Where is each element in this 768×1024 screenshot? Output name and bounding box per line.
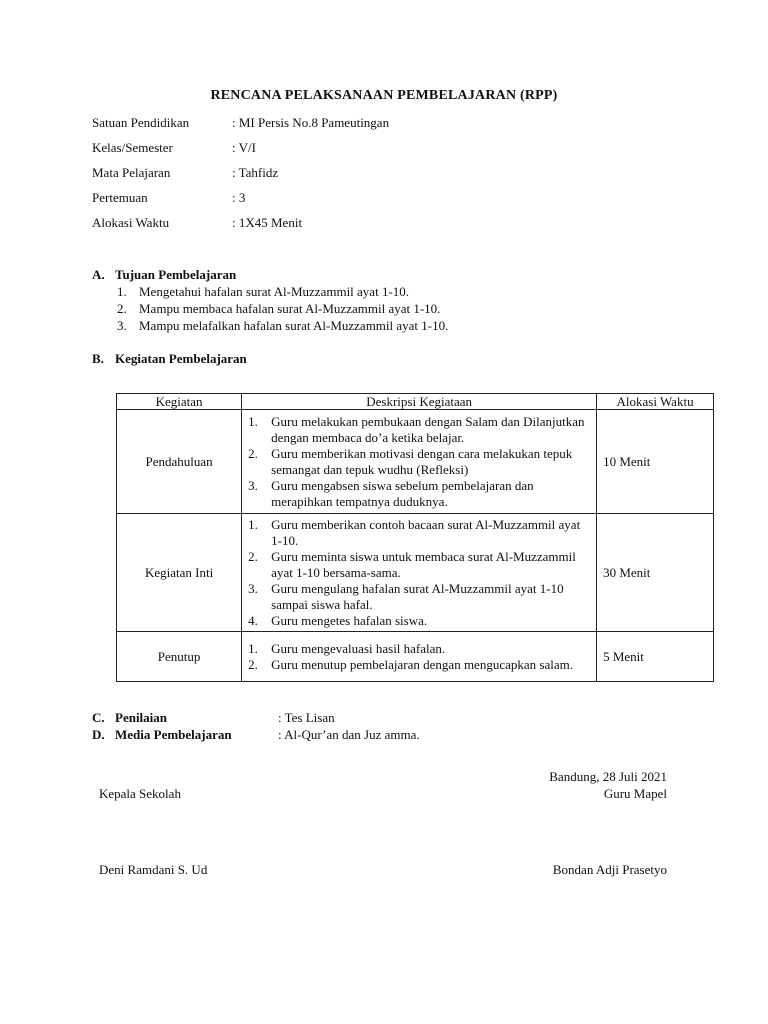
list-text: Guru meminta siswa untuk membaca surat Al-Muzzammil ayat 1-10 bersama-sama. <box>271 548 576 580</box>
table-row-pendahuluan <box>117 410 714 514</box>
left-signatory-name: Deni Ramdani S. Ud <box>99 862 208 877</box>
list-number: 1. <box>248 413 258 429</box>
cell-alokasi: 30 Menit <box>597 514 714 632</box>
section-label: Media Pembelajaran <box>115 727 232 742</box>
info-label: Mata Pelajaran <box>92 165 171 180</box>
info-value: : 1X45 Menit <box>232 215 303 230</box>
list-item <box>248 613 588 629</box>
right-signatory-role: Guru Mapel <box>603 786 667 801</box>
list-text: Mampu membaca hafalan surat Al-Muzzammil ayat 1-10. <box>139 301 441 316</box>
list-number: 2. <box>248 656 258 672</box>
info-label: Satuan Pendidikan <box>92 115 190 130</box>
cell-deskripsi <box>242 514 597 632</box>
column-header-kegiatan: Kegiatan <box>117 394 242 410</box>
info-label: Pertemuan <box>92 190 148 205</box>
table-row-kegiatan-inti <box>117 514 714 632</box>
info-value: : Tahfidz <box>232 165 279 180</box>
section-letter: D. <box>92 727 105 742</box>
list-number: 3. <box>117 318 127 333</box>
list-item <box>117 284 448 301</box>
info-value: : MI Persis No.8 Pameutingan <box>232 115 390 130</box>
cell-kegiatan: Penutup <box>117 632 242 682</box>
list-number: 1. <box>117 284 127 299</box>
list-number: 2. <box>248 445 258 461</box>
place-date: Bandung, 28 Juli 2021 <box>549 769 667 784</box>
info-label: Kelas/Semester <box>92 140 173 155</box>
section-d-value: : Al-Qur’an dan Juz amma. <box>278 727 420 742</box>
section-title: Kegiatan Pembelajaran <box>115 351 247 366</box>
list-text: Mampu melafalkan hafalan surat Al-Muzzammil ayat 1-10. <box>139 318 449 333</box>
list-number: 1. <box>248 640 258 656</box>
list-text: Guru melakukan pembukaan dengan Salam dan Dilanjutkan dengan membaca do’a ketika belajar. <box>271 413 585 445</box>
list-text: Guru menutup pembelajaran dengan mengucapkan salam. <box>271 656 573 672</box>
list-text: Guru memberikan motivasi dengan cara melakukan tepuk semangat dan tepuk wudhu (Refleksi) <box>271 445 573 477</box>
list-number: 3. <box>248 580 258 596</box>
list-item <box>248 414 588 446</box>
left-signatory-role: Kepala Sekolah <box>99 786 181 801</box>
info-label: Alokasi Waktu <box>92 215 170 230</box>
section-d-media <box>92 727 232 743</box>
cell-alokasi: 5 Menit <box>597 632 714 682</box>
list-number: 2. <box>248 548 258 564</box>
step-list <box>248 517 588 629</box>
table-row-penutup <box>117 632 714 682</box>
section-c-penilaian <box>92 710 167 726</box>
cell-kegiatan: Kegiatan Inti <box>117 514 242 632</box>
section-b-heading <box>92 351 247 367</box>
info-value: : V/I <box>232 140 256 155</box>
cell-kegiatan: Pendahuluan <box>117 410 242 514</box>
list-text: Guru mengulang hafalan surat Al-Muzzammil ayat 1-10 sampai siswa hafal. <box>271 580 564 612</box>
objective-list <box>117 284 448 335</box>
list-number: 4. <box>248 612 258 628</box>
list-item <box>117 301 448 318</box>
section-c-value: : Tes Lisan <box>278 710 335 725</box>
list-text: Guru mengevaluasi hasil hafalan. <box>271 640 446 656</box>
list-text: Guru mengabsen siswa sebelum pembelajaran dan merapihkan tempatnya duduknya. <box>271 477 534 509</box>
column-header-deskripsi: Deskripsi Kegiataan <box>242 394 597 410</box>
column-header-alokasi: Alokasi Waktu <box>597 394 714 410</box>
section-letter: A. <box>92 267 105 282</box>
cell-deskripsi <box>242 410 597 514</box>
document-title: RENCANA PELAKSANAAN PEMBELAJARAN (RPP) <box>210 88 558 103</box>
list-number: 1. <box>248 516 258 532</box>
list-item <box>248 657 588 673</box>
list-item <box>117 318 448 335</box>
section-letter: B. <box>92 351 104 366</box>
section-title: Tujuan Pembelajaran <box>115 267 237 282</box>
list-item <box>248 641 588 657</box>
cell-deskripsi <box>242 632 597 682</box>
section-label: Penilaian <box>115 710 168 725</box>
info-value: : 3 <box>232 190 246 205</box>
list-number: 3. <box>248 477 258 493</box>
section-letter: C. <box>92 710 105 725</box>
activity-table <box>116 393 714 682</box>
list-number: 2. <box>117 301 127 316</box>
table-header-row <box>117 394 714 410</box>
list-text: Mengetahui hafalan surat Al-Muzzammil ayat 1-10. <box>139 284 410 299</box>
list-item <box>248 478 588 510</box>
list-text: Guru memberikan contoh bacaan surat Al-Muzzammil ayat 1-10. <box>271 516 581 548</box>
list-text: Guru mengetes hafalan siswa. <box>271 612 428 628</box>
step-list <box>248 414 588 510</box>
section-a-heading <box>92 267 236 283</box>
list-item <box>248 549 588 581</box>
step-list <box>248 641 588 673</box>
list-item <box>248 446 588 478</box>
list-item <box>248 581 588 613</box>
list-item <box>248 517 588 549</box>
cell-alokasi: 10 Menit <box>597 410 714 514</box>
right-signatory-name: Bondan Adji Prasetyo <box>552 862 667 877</box>
